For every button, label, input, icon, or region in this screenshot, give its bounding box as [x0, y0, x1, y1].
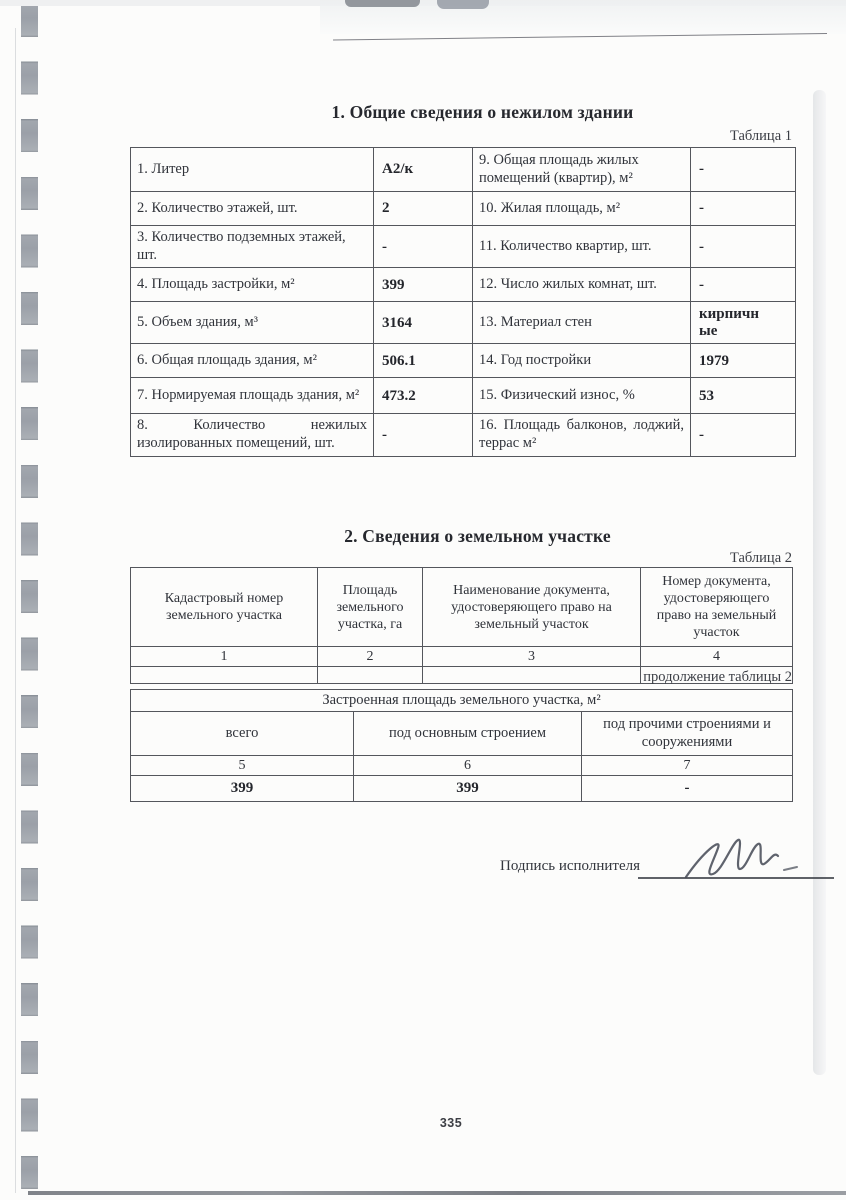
built-area-table	[130, 689, 793, 802]
label-cell: 12. Число жилых комнат, шт.	[473, 268, 691, 302]
value-cell: 53	[691, 378, 796, 414]
table-row	[131, 414, 796, 456]
value-cell: -	[691, 268, 796, 302]
column-number-cell: 3	[423, 647, 641, 667]
table-row	[131, 226, 796, 268]
building-info-table	[130, 147, 796, 457]
value-cell: А2/к	[374, 148, 473, 192]
value-cell: -	[691, 192, 796, 226]
table-header-row	[131, 712, 793, 756]
header-cell: под основным строением	[354, 712, 582, 756]
value-cell: 399	[374, 268, 473, 302]
header-cell: Наименование документа, удостоверяющего право на земельный участок	[423, 568, 641, 647]
label-cell: 1. Литер	[131, 148, 374, 192]
column-number-row	[131, 756, 793, 776]
label-cell: 5. Объем здания, м³	[131, 302, 374, 344]
column-number-cell: 6	[354, 756, 582, 776]
table-row	[131, 378, 796, 414]
value-cell: 506.1	[374, 344, 473, 378]
label-cell: 16. Площадь балконов, лоджий, террас м²	[473, 414, 691, 456]
column-number-cell: 2	[318, 647, 423, 667]
binding-mark-2	[437, 0, 489, 9]
value-cell: 1979	[691, 344, 796, 378]
label-cell: 9. Общая площадь жилых помещений (квартир), м²	[473, 148, 691, 192]
span-header-row	[131, 690, 793, 712]
wall-material-value: кирпичные	[699, 305, 760, 339]
value-cell: -	[374, 414, 473, 456]
column-number-row	[131, 647, 793, 667]
table-row	[131, 148, 796, 192]
label-cell: 11. Количество квартир, шт.	[473, 226, 691, 268]
value-cell: 2	[374, 192, 473, 226]
binding-holes	[21, 4, 38, 1190]
value-cell: 3164	[374, 302, 473, 344]
header-cell: под прочими строениями и сооружениями	[582, 712, 793, 756]
label-cell: 8. Количество нежилых изолированных помещений, шт.	[131, 414, 374, 456]
binding-mark-1	[345, 0, 420, 7]
page-bottom-edge-line	[28, 1191, 846, 1195]
underlying-page-edge-line	[333, 33, 827, 40]
span-header-cell: Застроенная площадь земельного участка, м²	[131, 690, 793, 712]
table-row	[131, 192, 796, 226]
label-cell: 6. Общая площадь здания, м²	[131, 344, 374, 378]
header-cell: Номер документа, удостоверяющего право на земельный участок	[641, 568, 793, 647]
section1-title: 1. Общие сведения о нежилом здании	[331, 102, 634, 122]
label-cell: 7. Нормируемая площадь здания, м²	[131, 378, 374, 414]
value-cell	[691, 302, 796, 344]
header-cell: Кадастровый номер земельного участка	[131, 568, 318, 647]
value-cell: 473.2	[374, 378, 473, 414]
value-cell: -	[582, 776, 793, 801]
column-number-cell: 4	[641, 647, 793, 667]
land-plot-table	[130, 567, 793, 684]
label-cell: 15. Физический износ, %	[473, 378, 691, 414]
column-number-cell: 5	[131, 756, 354, 776]
section2-title: 2. Сведения о земельном участке	[344, 526, 611, 546]
table-header-row	[131, 568, 793, 647]
table2-caption: Таблица 2	[729, 550, 792, 566]
column-number-cell: 1	[131, 647, 318, 667]
header-cell: Площадь земельного участка, га	[318, 568, 423, 647]
table2-continuation-caption: продолжение таблицы 2	[643, 669, 792, 685]
header-cell: всего	[131, 712, 354, 756]
page-right-edge-shadow	[813, 90, 826, 1075]
value-cell: -	[691, 414, 796, 456]
table-row	[131, 302, 796, 344]
label-cell: 13. Материал стен	[473, 302, 691, 344]
table1-caption: Таблица 1	[729, 128, 792, 144]
value-cell: -	[374, 226, 473, 268]
label-cell: 2. Количество этажей, шт.	[131, 192, 374, 226]
page-number: 335	[439, 1116, 463, 1130]
signature-scribble	[680, 835, 805, 883]
value-cell: -	[691, 148, 796, 192]
label-cell: 3. Количество подземных этажей, шт.	[131, 226, 374, 268]
value-cell: -	[691, 226, 796, 268]
column-number-cell: 7	[582, 756, 793, 776]
value-cell: 399	[131, 776, 354, 801]
table-row	[131, 344, 796, 378]
label-cell: 4. Площадь застройки, м²	[131, 268, 374, 302]
signature-label: Подпись исполнителя	[500, 858, 640, 874]
table-row	[131, 268, 796, 302]
value-row	[131, 776, 793, 801]
label-cell: 14. Год постройки	[473, 344, 691, 378]
value-cell: 399	[354, 776, 582, 801]
page-left-edge-line	[15, 28, 16, 1193]
label-cell: 10. Жилая площадь, м²	[473, 192, 691, 226]
